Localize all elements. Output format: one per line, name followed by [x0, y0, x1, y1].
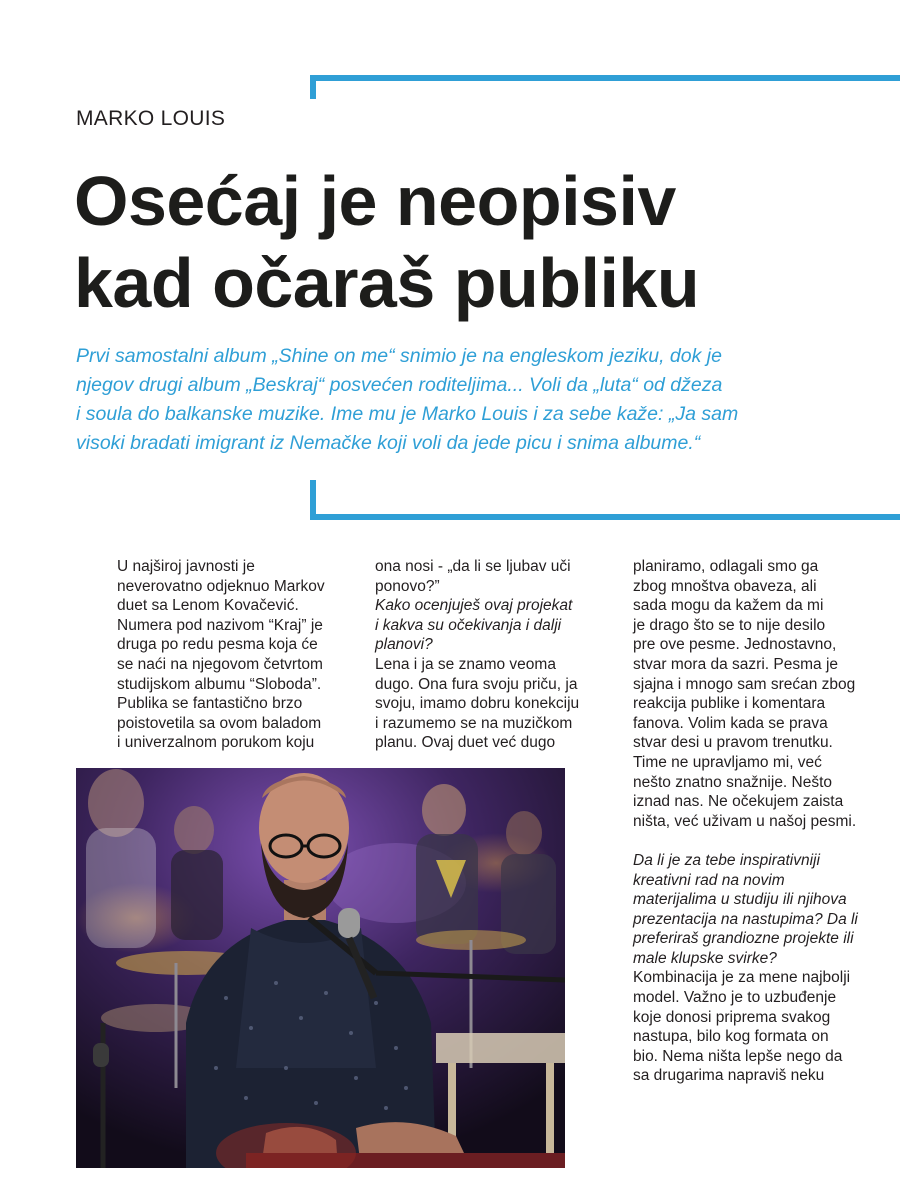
body-text-line: studijskom albumu “Sloboda”. — [117, 675, 322, 693]
body-text-line: ona nosi - „da li se ljubav uči — [375, 558, 571, 575]
body-column-2 — [375, 557, 615, 753]
body-text-line: poistovetila sa ovom baladom — [117, 714, 322, 732]
body-text-line: i razumemo se na muzičkom — [375, 714, 573, 732]
decorative-frame-bottom — [310, 480, 900, 520]
lead-line: i soula do balkanske muzike. Ime mu je Marko Louis i za sebe kaže: „Ja sam — [76, 403, 739, 425]
frame-top-tick — [310, 75, 316, 99]
paragraph-gap — [633, 831, 883, 851]
body-column-1 — [117, 557, 362, 753]
body-text-line: reakcija publike i komentara — [633, 695, 826, 713]
body-column-3 — [633, 557, 883, 1086]
lead-line: visoki bradati imigrant iz Nemačke koji voli da jede picu i snima albume.“ — [76, 432, 701, 454]
lead-line: Prvi samostalni album „Shine on me“ snimio je na engleskom jeziku, dok je — [76, 345, 722, 367]
interview-question-line: Kako ocenjuješ ovaj projekat — [375, 597, 573, 615]
body-text-line: ponovo?” — [375, 577, 440, 595]
body-text-line: dugo. Ona fura svoju priču, ja — [375, 675, 578, 693]
body-text-line: i univerzalnom porukom koju — [117, 734, 315, 752]
interview-question-line: preferiraš grandiozne projekte ili — [633, 930, 854, 948]
body-text-line: planiramo, odlagali smo ga — [633, 558, 819, 575]
article-photo — [76, 768, 565, 1168]
body-text-line: bio. Nema ništa lepše nego da — [633, 1047, 843, 1065]
decorative-frame-top — [310, 75, 900, 99]
body-text-line: druga po redu pesma koja će — [117, 636, 318, 654]
body-text-line: se naći na njegovom četvrtom — [117, 655, 323, 673]
article-lead — [76, 342, 856, 458]
interview-question-line: prezentacija na nastupima? Da li — [633, 910, 858, 928]
body-text-line: Numera pod nazivom “Kraj” je — [117, 616, 323, 634]
interview-question-line: planovi? — [375, 636, 433, 654]
body-text-line: nastupa, bilo kog formata on — [633, 1028, 829, 1046]
body-text-line: pre ove pesme. Jednostavno, — [633, 636, 837, 654]
body-text-line: stvar mora da sazri. Pesma je — [633, 655, 839, 673]
body-text-line: fanova. Volim kada se prava — [633, 714, 828, 732]
interview-question-line: kreativni rad na novim — [633, 871, 785, 889]
photo-illustration — [76, 768, 565, 1168]
body-text-line: Publika se fantastično brzo — [117, 695, 303, 713]
headline-line: kad očaraš publiku — [74, 244, 700, 322]
body-text-line: sada mogu da kažem da mi — [633, 597, 824, 615]
frame-bottom-bar — [310, 514, 900, 520]
body-text-line: zbog mnoštva obaveza, ali — [633, 577, 817, 595]
body-text-line: neverovatno odjeknuo Markov — [117, 577, 325, 595]
body-text-line: model. Važno je to uzbuđenje — [633, 989, 837, 1007]
body-text-line: sa drugarima napraviš neku — [633, 1067, 825, 1085]
body-text-line: ništa, već uživam u našoj pesmi. — [633, 812, 857, 830]
body-text-line: U najširoj javnosti je — [117, 558, 255, 575]
headline-line: Osećaj je neopisiv — [74, 162, 676, 240]
interview-question-line: Da li je za tebe inspirativniji — [633, 851, 820, 869]
body-text-line: iznad nas. Ne očekujem zaista — [633, 793, 844, 811]
frame-top-bar — [310, 75, 900, 81]
body-text-line: Time ne upravljamo mi, već — [633, 753, 822, 771]
body-text-line: stvar desi u pravom trenutku. — [633, 734, 833, 752]
lead-line: njegov drugi album „Beskraj“ posvećen roditeljima... Voli da „luta“ od džeza — [76, 374, 723, 396]
body-text-line: Lena i ja se znamo veoma — [375, 655, 556, 673]
article-headline — [74, 160, 874, 324]
body-text-line: je drago što se to nije desilo — [633, 616, 826, 634]
interview-question-line: materijalima u studiju ili njihova — [633, 891, 847, 909]
body-text-line: nešto znatno snažnije. Nešto — [633, 773, 833, 791]
body-text-line: Kombinacija je za mene najbolji — [633, 969, 851, 987]
body-text-line: sjajna i mnogo sam srećan zbog — [633, 675, 856, 693]
interview-question-line: male klupske svirke? — [633, 949, 777, 967]
body-text-line: planu. Ovaj duet već dugo — [375, 734, 556, 752]
body-text-line: koje donosi priprema svakog — [633, 1008, 831, 1026]
body-text-line: svoju, imamo dobru konekciju — [375, 695, 580, 713]
interview-question-line: i kakva su očekivanja i dalji — [375, 616, 562, 634]
body-text-line: duet sa Lenom Kovačević. — [117, 597, 299, 615]
article-kicker: MARKO LOUIS — [76, 107, 226, 130]
